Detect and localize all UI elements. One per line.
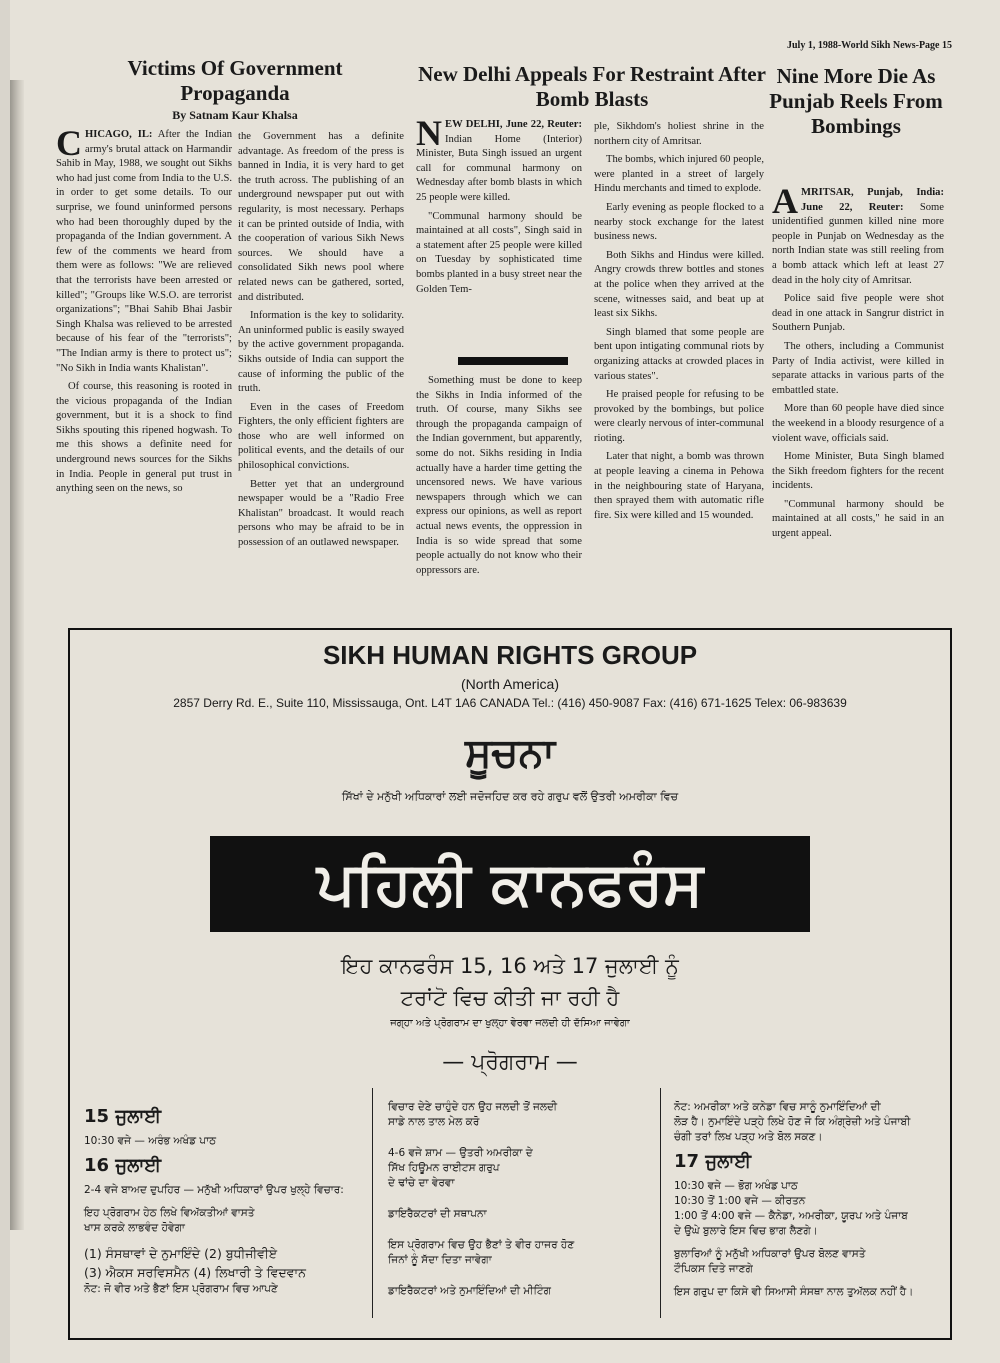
article1-headline: Victims Of Government Propaganda bbox=[127, 56, 343, 105]
paragraph: Of course, this reasoning is rooted in the vicious propaganda of the Indian government, but it is a shock to find Sikhs spouting this ripened hogwash. To me this shows a definite need for underground news sources for the Sikhs in India. People in general put trust in anything seen on the news, so bbox=[56, 381, 232, 495]
dropcap: A bbox=[772, 181, 798, 221]
paragraph: Police said five people were shot dead in one attack in Sangrur district in Southern Punjab. bbox=[772, 293, 944, 334]
program-line: ਚੰਗੀ ਤਰਾਂ ਲਿਖ ਪੜ੍ਹ ਅਤੇ ਬੋਲ ਸਕਣ। bbox=[674, 1131, 823, 1143]
program-line: ਡਾਇਰੈਕਟਰਾਂ ਦੀ ਸਥਾਪਨਾ bbox=[388, 1208, 487, 1220]
article1-col2 bbox=[238, 130, 404, 555]
program-line: 10:30 ਵਜੇ — ਭੋਗ ਅਖੰਡ ਪਾਠ bbox=[674, 1180, 798, 1192]
program-line: ਵਿਚਾਰ ਦੇਣੇ ਚਾਹੁੰਦੇ ਹਨ ਉਹ ਜਲਦੀ ਤੋਂ ਜਲਦੀ bbox=[388, 1101, 558, 1113]
paragraph: Information is the key to solidarity. An uninformed public is easily swayed by the active government propaganda. Sikhs outside of India can support the cause of informing the public of the truth. bbox=[238, 310, 404, 395]
ad-suchna-subtitle: ਸਿੱਖਾਂ ਦੇ ਮਨੁੱਖੀ ਅਧਿਕਾਰਾਂ ਲਈ ਜਦੋਜਹਿਦ ਕਰ ਰਹੇ ਗਰੁਪ ਵਲੋਂ ਉਤਰੀ ਅਮਰੀਕਾ ਵਿਚ bbox=[341, 790, 679, 803]
paragraph: Indian Home (Interior) Minister, Buta Singh issued an urgent call for communal harmony on Wednesday after bomb blasts in which 25 people were killed. bbox=[416, 133, 582, 203]
program-line: ਡਾਇਰੈਕਟਰਾਂ ਅਤੇ ਨੁਮਾਇੰਦਿਆਂ ਦੀ ਮੀਟਿੰਗ bbox=[388, 1285, 551, 1297]
program-line: ਨੋਟ: ਜੋ ਵੀਰ ਅਤੇ ਭੈਣਾਂ ਇਸ ਪ੍ਰੋਗਰਾਮ ਵਿਚ ਆਪਣੇ bbox=[84, 1283, 278, 1295]
newspaper-page bbox=[10, 0, 1000, 1363]
binding-spine bbox=[10, 80, 24, 1230]
paragraph: Better yet that an underground newspaper would be a "Radio Free Khalistan" broadcast. It would reach persons who may be afraid to be in possession of an outlawed newspaper. bbox=[238, 478, 404, 549]
dateline: EW DELHI, June 22, Reuter: bbox=[445, 119, 582, 130]
program-column-2 bbox=[388, 1100, 650, 1299]
paragraph: Later that night, a bomb was thrown at people leaving a cinema in Pehowa in the neighbouring state of Haryana, then sprayed them with automatic rifle fire. Six were killed and 15 wounded. bbox=[594, 451, 764, 521]
article1-col1 bbox=[56, 123, 232, 501]
section-divider bbox=[458, 357, 568, 365]
program-line: ਖਾਸ ਕਰਕੇ ਲਾਭਵੰਦ ਹੋਵੇਗਾ bbox=[84, 1222, 185, 1234]
article2-headline: New Delhi Appeals For Restraint After Bomb Blasts bbox=[418, 62, 766, 111]
paragraph: Home Minister, Buta Singh blamed the Sikh freedom fighters for the recent incidents. bbox=[772, 451, 944, 492]
article1-byline: By Satnam Kaur Khalsa bbox=[172, 108, 298, 122]
program-line: 4-6 ਵਜੇ ਸ਼ਾਮ — ਉਤਰੀ ਅਮਰੀਕਾ ਦੇ bbox=[388, 1147, 533, 1159]
program-line: (1) ਸੰਸਥਾਵਾਂ ਦੇ ਨੁਮਾਇੰਦੇ (2) ਬੁਧੀਜੀਵੀਏ bbox=[84, 1246, 278, 1261]
ad-details-line: ਜਗ੍ਹਾ ਅਤੇ ਪ੍ਰੋਗਰਾਮ ਦਾ ਖੁਲ੍ਹਾ ਵੇਰਵਾ ਜਲਦੀ ਹੀ ਦੱਸਿਆ ਜਾਵੇਗਾ bbox=[390, 1018, 630, 1029]
paragraph: The bombs, which injured 60 people, were planted in a street of largely Hindu merchants and timed to explode. bbox=[594, 154, 764, 195]
paragraph: He praised people for refusing to be provoked by the bombings, but police were clearly nervous of inter-communal rioting. bbox=[594, 389, 764, 444]
paragraph: After the Indian army's brutal attack on Harmandir Sahib in May, 1988, we sought out Sikhs who had just come from India to the U.S. in order to get some details. To our surprise, we found uninformed persons who had been thoroughly duped by the propaganda of the Indian government. A few of the comments we heard from them were as follows: "We are relieved that the terrorists have been arrested or killed"; "Groups like W.S.O. are terrorist organizations"; "Bhai Sahib Bhai Jasbir Singh Khalsa was relieved to be arrested because of his fear of the "terrorists"; "The Indian army is there to protect us"; "No Sikh in India wants Khalistan". bbox=[56, 129, 232, 374]
program-line: 10:30 ਵਜੇ — ਅਰੰਭ ਅਖੰਡ ਪਾਠ bbox=[84, 1135, 217, 1147]
paragraph: Singh blamed that some people are bent upon intigating communal riots by organizing attacks at crowded places in various states". bbox=[594, 326, 764, 382]
paragraph: The others, including a Communist Party of India activist, were killed in separate attacks in various parts of the embattled state. bbox=[772, 340, 944, 396]
paragraph: "Communal harmony should be maintained at all costs," he said in an urgent appeal. bbox=[772, 498, 944, 540]
program-line: ਲੋੜ ਹੈ। ਨੁਮਾਇੰਦੇ ਪੜ੍ਹੇ ਲਿਖੇ ਹੋਣ ਜੋ ਕਿ ਅੰਗ੍ਰੇਜ਼ੀ ਅਤੇ ਪੰਜਾਬੀ bbox=[674, 1116, 911, 1128]
program-line: ਨੋਟ: ਅਮਰੀਕਾ ਅਤੇ ਕਨੇਡਾ ਵਿਚ ਸਾਨੂੰ ਨੁਮਾਇੰਦਿਆਂ ਦੀ bbox=[674, 1101, 881, 1113]
ad-title: SIKH HUMAN RIGHTS GROUP bbox=[322, 640, 698, 670]
article2-col3b bbox=[416, 374, 582, 582]
article2-col3a bbox=[416, 113, 582, 301]
advertisement-box bbox=[68, 628, 952, 1340]
paragraph: Something must be done to keep the Sikhs in India informed of the truth. Of course, many Sikhs see through the propaganda campaign of the Indian government, but apparently, some do not. Sikhs residing in India actually have a harder time getting the uncensored news. We have various newspapers through which we can express our opinions, as well as report actual news events, the oppression in India is so wide spread that some people actually do not know who their oppressors are. bbox=[416, 375, 582, 576]
program-line: ਜਿਨਾਂ ਨੂੰ ਸੱਦਾ ਦਿਤਾ ਜਾਵੇਗਾ bbox=[388, 1254, 492, 1266]
dateline: HICAGO, IL: bbox=[85, 129, 153, 140]
paragraph: the Government has a definite advantage. As freedom of the press is banned in India, it is very hard to get the truth across. The publishing of an underground newspaper put out with regularity, is most necessary. Perhaps it can be printed outside of India, with the cooperation of various Sikh News sources. We should have a consolidated Sikh news pool where related news can be gathered, sorted, and distributed. bbox=[238, 131, 404, 303]
column-divider bbox=[660, 1088, 661, 1318]
dateline: MRITSAR, Punjab, India: June 22, Reuter: bbox=[801, 187, 944, 213]
program-line: ਬੁਲਾਰਿਆਂ ਨੂੰ ਮਨੁੱਖੀ ਅਧਿਕਾਰਾਂ ਉਪਰ ਬੋਲਣ ਵਾਸਤੇ bbox=[674, 1248, 866, 1260]
program-line: (3) ਐਕਸ ਸਰਵਿਸਮੈਨ (4) ਲਿਖਾਰੀ ਤੇ ਵਿਦਵਾਨ bbox=[84, 1265, 306, 1280]
page-header: July 1, 1988-World Sikh News-Page 15 bbox=[786, 40, 952, 51]
day-heading: 17 ਜੁਲਾਈ bbox=[674, 1151, 752, 1172]
ad-conference-banner: ਪਹਿਲੀ ਕਾਨਫਰੰਸ bbox=[210, 836, 810, 932]
program-line: ਸਾਡੇ ਨਾਲ ਤਾਲ ਮੇਲ ਕਰੋ bbox=[388, 1116, 480, 1128]
ad-program-title: — ਪ੍ਰੋਗਰਾਮ — bbox=[442, 1050, 578, 1075]
dropcap: N bbox=[416, 113, 442, 153]
ad-address: 2857 Derry Rd. E., Suite 110, Mississauga, Ont. L4T 1A6 CANADA Tel.: (416) 450-9087 Fax: (416) 671-1625 Telex: 06-983639 bbox=[173, 696, 847, 710]
article3-col5 bbox=[772, 181, 944, 546]
paragraph: Even in the cases of Freedom Fighters, the only efficient fighters are those who are well informed on political events, and the details of our philosophical convictions. bbox=[238, 401, 404, 472]
article3-headline: Nine More Die As Punjab Reels From Bombings bbox=[769, 64, 943, 138]
program-line: 1:00 ਤੋਂ 4:00 ਵਜੇ — ਕੈਨੇਡਾ, ਅਮਰੀਕਾ, ਯੂਰਪ ਅਤੇ ਪੰਜਾਬ bbox=[674, 1210, 908, 1222]
program-line: ਸਿੱਖ ਹਿਊਮਨ ਰਾਈਟਸ ਗਰੁਪ bbox=[388, 1162, 500, 1174]
paragraph: More than 60 people have died since the weekend in a bloody resurgence of a violent wave, officials said. bbox=[772, 403, 944, 444]
program-line: ਇਹ ਪ੍ਰੋਗਰਾਮ ਹੇਠ ਲਿਖੇ ਵਿਅੱਕਤੀਆਂ ਵਾਸਤੇ bbox=[84, 1207, 255, 1219]
ad-location-line: ਟਰਾਂਟੋ ਵਿਚ ਕੀਤੀ ਜਾ ਰਹੀ ਹੈ bbox=[400, 986, 620, 1010]
program-column-1 bbox=[84, 1100, 364, 1297]
paragraph: "Communal harmony should be maintained at all costs", Singh said in a statement after 25 people were killed on Tuesday by sophisticated time bombs planted in a busy street near the Golden Tem- bbox=[416, 210, 582, 295]
program-line: ਦੇ ਢਾਂਚੇ ਦਾ ਵੇਰਵਾ bbox=[388, 1177, 455, 1189]
paragraph: ple, Sikhdom's holiest shrine in the northern city of Amritsar. bbox=[594, 121, 764, 147]
paragraph: Some unidentified gunmen killed nine more people in Punjab on Wednesday as the north Indian state was still reeling from a bomb attack which left at least 27 dead in the holy city of Amritsar. bbox=[772, 201, 944, 286]
ad-suchna-heading: ਸੂਚਨਾ bbox=[464, 730, 556, 776]
ad-dates-line: ਇਹ ਕਾਨਫਰੰਸ 15, 16 ਅਤੇ 17 ਜੁਲਾਈ ਨੂੰ bbox=[341, 954, 679, 978]
program-line: 10:30 ਤੋਂ 1:00 ਵਜੇ — ਕੀਰਤਨ bbox=[674, 1195, 806, 1207]
day-heading: 16 ਜੁਲਾਈ bbox=[84, 1155, 162, 1176]
paragraph: Both Sikhs and Hindus were killed. Angry crowds threw bottles and stones at the police when they arrived at the scene, witnesses said, and beat up at least six Sikhs. bbox=[594, 249, 764, 320]
program-line: ਇਸ ਗਰੁਪ ਦਾ ਕਿਸੇ ਵੀ ਸਿਆਸੀ ਸੰਸਥਾ ਨਾਲ ਤੁਅੱਲਕ ਨਹੀਂ ਹੈ। bbox=[674, 1286, 914, 1298]
program-line: ਇਸ ਪ੍ਰੋਗਰਾਮ ਵਿਚ ਉਹ ਭੈਣਾਂ ਤੇ ਵੀਰ ਹਾਜਰ ਹੋਣ bbox=[388, 1239, 575, 1251]
program-line: 2-4 ਵਜੇ ਬਾਅਦ ਦੁਪਹਿਰ — ਮਨੁੱਖੀ ਅਧਿਕਾਰਾਂ ਉਪਰ ਖੁਲ੍ਹੇ ਵਿਚਾਰ: bbox=[84, 1184, 344, 1196]
program-line: ਟੌਪਿਕਸ ਦਿਤੇ ਜਾਣਗੇ bbox=[674, 1263, 753, 1275]
program-line: ਦੇ ਉਘੇ ਬੁਲਾਰੇ ਇਸ ਵਿਚ ਭਾਗ ਲੈਣਗੇ। bbox=[674, 1225, 818, 1237]
day-heading: 15 ਜੁਲਾਈ bbox=[84, 1106, 162, 1127]
paragraph: Early evening as people flocked to a nearby stock exchange for the latest business news. bbox=[594, 201, 764, 243]
program-column-3 bbox=[674, 1100, 944, 1300]
article2-col4 bbox=[594, 120, 764, 527]
ad-subtitle: (North America) bbox=[460, 676, 560, 692]
column-divider bbox=[372, 1088, 373, 1318]
dropcap: C bbox=[56, 123, 82, 163]
